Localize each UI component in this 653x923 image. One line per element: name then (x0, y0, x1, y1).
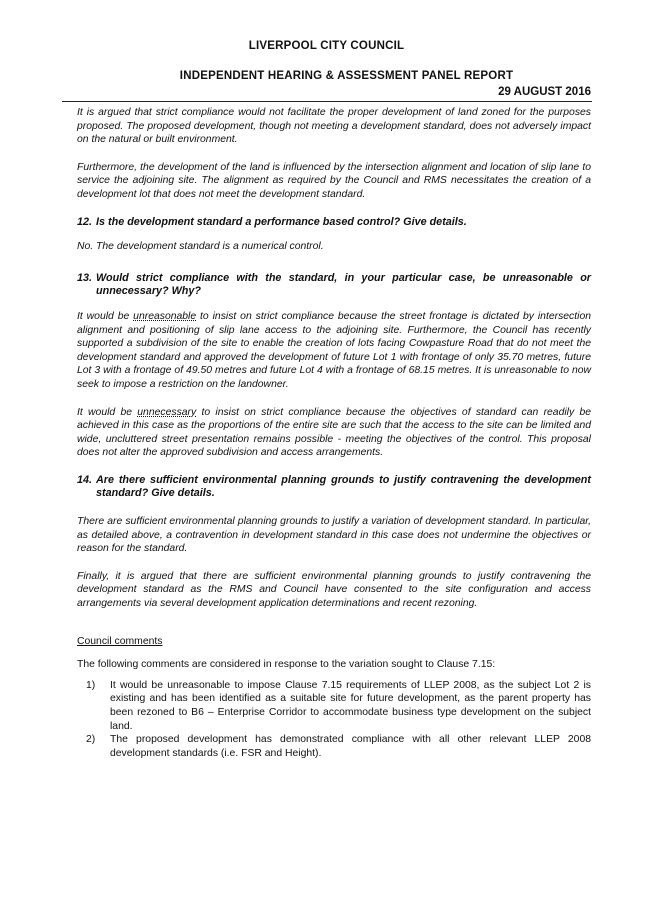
report-title: INDEPENDENT HEARING & ASSESSMENT PANEL REPORT (179, 70, 514, 82)
answer-13b-underlined: unnecessary (137, 406, 197, 418)
list-item (77, 733, 591, 760)
council-comments-heading: Council comments (77, 635, 163, 647)
answer-12: No. The development standard is a numerical control. (77, 241, 324, 253)
answer-13b-lead: It would be (77, 406, 138, 418)
question-13 (77, 272, 591, 299)
report-date: 29 AUGUST 2016 (498, 86, 591, 98)
question-14-number: 14. (77, 473, 93, 486)
answer-14-finally: Finally, it is argued that there are sufficient environmental planning grounds to justify contravening the development standard as the RMS and Council have consented to the site configuration and access arrangements via several development application determinations and recent rezoning. (77, 570, 591, 610)
list-item-number: 2) (86, 734, 96, 746)
answer-13b-rest: to insist on strict compliance because the objectives of standard can readily be achieved in this case as the proportions of the entire site are such that the access to the site can be limited and wide, uncluttered street presentation remains possible - meeting the objectives of the control. This proposal does not alter the approved subdivision and access arrangements. (77, 406, 591, 459)
question-13-number: 13. (77, 271, 93, 284)
paragraph-intersection-alignment: Furthermore, the development of the land is influenced by the intersection alignment and location of slip lane to service the adjoining site. The alignment as required by the Council and RMS necessitates the creation of a development lot that does not meet the development standard. (77, 161, 591, 200)
council-name: LIVERPOOL CITY COUNCIL (248, 40, 405, 52)
answer-13a-lead: It would be (77, 310, 134, 322)
paragraph-compliance-argument: It is argued that strict compliance would not facilitate the proper development of land zoned for the purposes proposed. The proposed development, though not meeting a development standard, does not adversely impact on the natural or built environment. (77, 107, 591, 146)
question-12 (77, 216, 591, 230)
list-item (77, 679, 591, 733)
list-item-text: The proposed development has demonstrated compliance with all other relevant LLEP 2008 development standards (i.e. FSR and Height). (110, 734, 591, 759)
answer-13a-rest: to insist on strict compliance because the street frontage is dictated by intersection alignment and positioning of slip lane access to the adjoining site. Furthermore, the Council has recently supported a subdivision of the site to enable the creation of lots facing Cowpasture Road that do not meet the development standard and approved the development of future Lot 1 with frontage of only 35.70 metres, future Lot 3 with a frontage of 49.50 metres and future Lot 4 with a frontage of 68.15 metres. It is unreasonable to now seek to impose a restriction on the landowner. (77, 310, 592, 390)
question-12-number: 12. (77, 215, 93, 228)
question-14-text: Are there sufficient environmental planning grounds to justify contravening the development standard? Give details. (96, 473, 591, 500)
answer-13-unnecessary (77, 406, 591, 460)
list-item-number: 1) (86, 679, 96, 691)
report-body (77, 106, 591, 760)
answer-13-unreasonable (77, 310, 591, 392)
question-12-text: Is the development standard a performance based control? Give details. (96, 215, 467, 228)
list-item-text: It would be unreasonable to impose Clause 7.15 requirements of LLEP 2008, as the subject Lot 2 is existing and has been identified as a suitable site for future development, as the parent property has been rezoned to B6 – Enterprise Corridor to accommodate business type development on the subject land. (110, 679, 591, 732)
answer-13a-underlined: unreasonable (133, 310, 197, 322)
question-14 (77, 474, 591, 501)
header-divider (62, 101, 592, 102)
council-comments-intro: The following comments are considered in response to the variation sought to Clause 7.15: (77, 659, 496, 671)
question-13-text: Would strict compliance with the standard, in your particular case, be unreasonable or unnecessary? Why? (96, 271, 591, 298)
answer-14-grounds: There are sufficient environmental planning grounds to justify a variation of development standard. In particular, as detailed above, a contravention in development standard in this case does not undermine the objectives or reason for the standard. (77, 516, 591, 555)
council-comments-list (77, 679, 591, 761)
